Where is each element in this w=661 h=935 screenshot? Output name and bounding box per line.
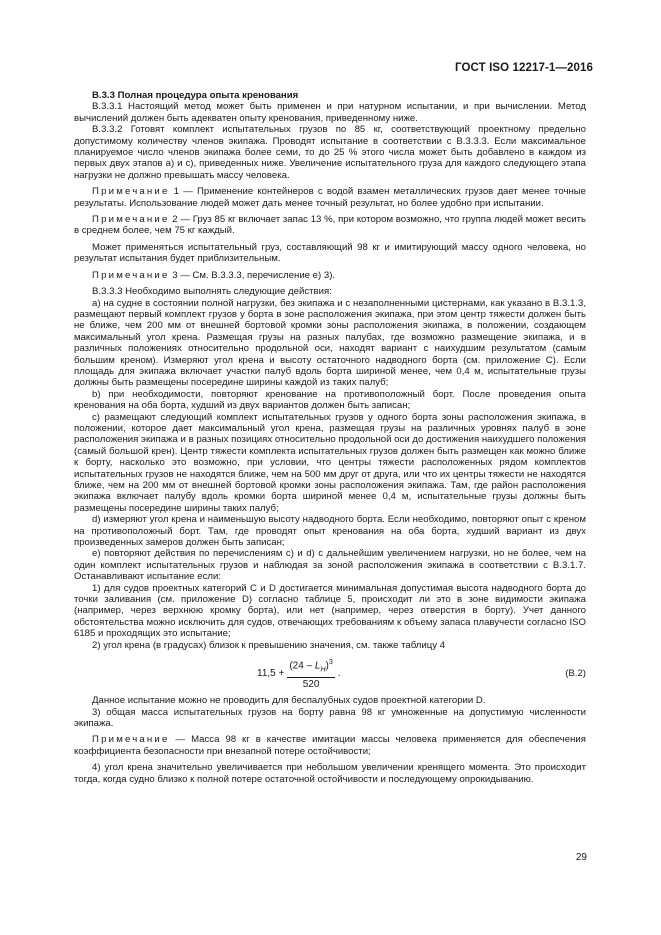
formula-trail: . [337,667,341,679]
document-body [74,90,586,785]
formula-numerator-pre: (24 – [289,660,315,672]
formula-variable: L [314,660,321,672]
section-title: B.3.3 Полная процедура опыта кренования [92,90,299,101]
note-2-text: 2 — Груз 85 кг включает запас 13 %, при котором возможно, что группа людей может весить в среднем более, чем 75 кг каждый. [74,214,586,237]
formula-subscript: H [320,666,326,674]
formula-numerator [287,657,334,678]
paragraph-open-boats: Данное испытание можно не проводить для беспалубных судов проектной категории D. [92,695,486,707]
paragraph-b332: B.3.3.2 Готовят комплект испытательных грузов по 85 кг, соответствующий проектному предельно допустимому количеству членов экипажа. Проводят испытание в соответствии с B.3.3.3. Если максимальное планируемое число членов экипажа более семи, то до 25 % этого числа может быть добавлено в каждом из первых двух этапов а) и с), приведенных ниже. Увеличение испытательного груза для каждого следующего этапа нагрузки не должно превышать массу человека. [74,124,586,181]
note-3-label: Примечание [92,269,170,281]
note-2-label: Примечание [92,214,170,226]
formula-expression [257,657,341,690]
formula-exponent: 3 [328,659,333,667]
note-2 [74,214,586,237]
list-item-c: с) размещают следующий комплект испытательных грузов у одного борта зоны расположения экипажа, в положении, которое дает максимальный угол крена, размещая грузы на различных уровнях палуб в зоне расположения экипажа и в разных позициях относительно продольной оси до достижения наихудшего положения (самый большой крен). Центр тяжести комплекта испытательных грузов должен быть размещен как можно ближе к борту, насколько это возможно, при условии, что центры тяжести расположенных рядом комплектов испытательных грузов не находятся ближе, чем на 500 мм друг от друга, или что их центры тяжести не находятся ближе, чем на 200 мм от внешней бортовой кромки зоны расположения экипажа. Там, где район расположения экипажа включает палубу вдоль кромки борта шириной менее 0,4 м, испытательные грузы должны быть размещены посередине ширины таких палуб; [74,411,586,514]
list-item-e3: 3) общая масса испытательных грузов на борту равна 98 кг умноженные на допустимую численности экипажа. [74,706,586,729]
note-1 [74,186,586,209]
formula-lead: 11,5 + [257,667,285,679]
note-1-label: Примечание [92,186,170,198]
note-4-label: Примечание [92,734,170,746]
list-item-d: d) измеряют угол крена и наименьшую высоту надводного борта. Если необходимо, повторяют опыт с креном на противоположный борт. Там, где проводят опыт кренования на оба борта, худший вариант из двух произведенных замеров должен быть записан; [74,514,586,549]
formula-numerator-post: ) [325,660,329,672]
list-item-e: е) повторяют действия по перечислениям с) и d) с дальнейшим увеличением нагрузки, но не более, чем на один комплект испытательных грузов и наблюдая за зоной расположения экипажа в соответствии с B.3.1.7. Останавливают испытание если: [74,548,586,583]
paragraph-test-weight: Может применяться испытательный груз, составляющий 98 кг и имитирующий массу одного человека, но результат испытания будет приблизительным. [74,241,586,265]
list-item-b: b) при необходимости, повторяют кренование на противоположный борт. После проведения опыта кренования на оба борта, худший из двух вариантов должен быть записан; [74,388,586,412]
note-3 [74,270,586,281]
list-item-e2: 2) угол крена (в градусах) близок к превышению значения, см. также таблицу 4 [92,639,446,651]
note-4-text: — Масса 98 кг в качестве имитации массы человека применяется для обеспечения коэффициента безопасности при внезапной потере остойчивости; [74,734,586,757]
paragraph-b333: B.3.3.3 Необходимо выполнять следующие действия: [92,286,332,298]
list-item-e1: 1) для судов проектных категорий С и D достигается минимальная допустимая высота надводного борта до точки заливания (см. приложение D) согласно таблице 5, происходит ли это в зоне видимости экипажа (например, через верхнюю кромку борта), или нет (например, через отверстия в борту). Учет данного обстоятельства можно исключить для судов, отвечающих требованиям к объему запаса плавучести согласно ISO 6185 и проходящих это испытание; [74,582,586,640]
list-item-e4: 4) угол крена значительно увеличивается при небольшом увеличении кренящего момента. Это происходит тогда, когда судно близко к полной потере остаточной остойчивости и последующему опрокидыванию. [74,762,586,785]
formula-b2 [74,655,586,691]
formula-denominator: 520 [302,678,320,690]
note-3-text: 3 — См. B.3.3.3, перечисление е) 3). [169,269,336,281]
page-number: 29 [575,852,587,863]
list-item-a: а) на судне в состоянии полной нагрузки, без экипажа и с незаполненными цистернами, как указано в B.3.1.3, размещают первый комплект грузов у борта в зоне расположения экипажа, при этом центр тяжести должен быть не ближе, чем 200 мм от внешней бортовой кромки зоны расположения экипажа, в положении, создающем максимальный угол крена. Размещая грузы на разных палубах, где возможно размещение экипажа, и в различных положениях относительно продольной оси, находят вариант с наихудшим результатом (самым большим креном). Измеряют угол крена и высоту остаточного надводного борта (см. приложение С). Если площадь для экипажа включает участки палуб вдоль борта шириной менее, чем 0,4 м, испытательные грузы должны быть размещены посередине ширины каждой из таких палуб; [74,297,586,389]
formula-fraction [287,657,334,690]
note-4 [74,734,586,757]
formula-tag: (B.2) [565,668,586,680]
paragraph-b331: B.3.3.1 Настоящий метод может быть применен и при натурном испытании, и при вычислении. Метод вычислений должен быть адекватен опыту кренования, приведенному ниже. [74,101,586,124]
document-header: ГОСТ ISO 12217-1—2016 [455,62,593,74]
note-1-text: 1 — Применение контейнеров с водой взамен металлических грузов дает менее точные результаты. Использование людей может дать менее точный результат, но более удобно при испытании. [74,186,586,209]
